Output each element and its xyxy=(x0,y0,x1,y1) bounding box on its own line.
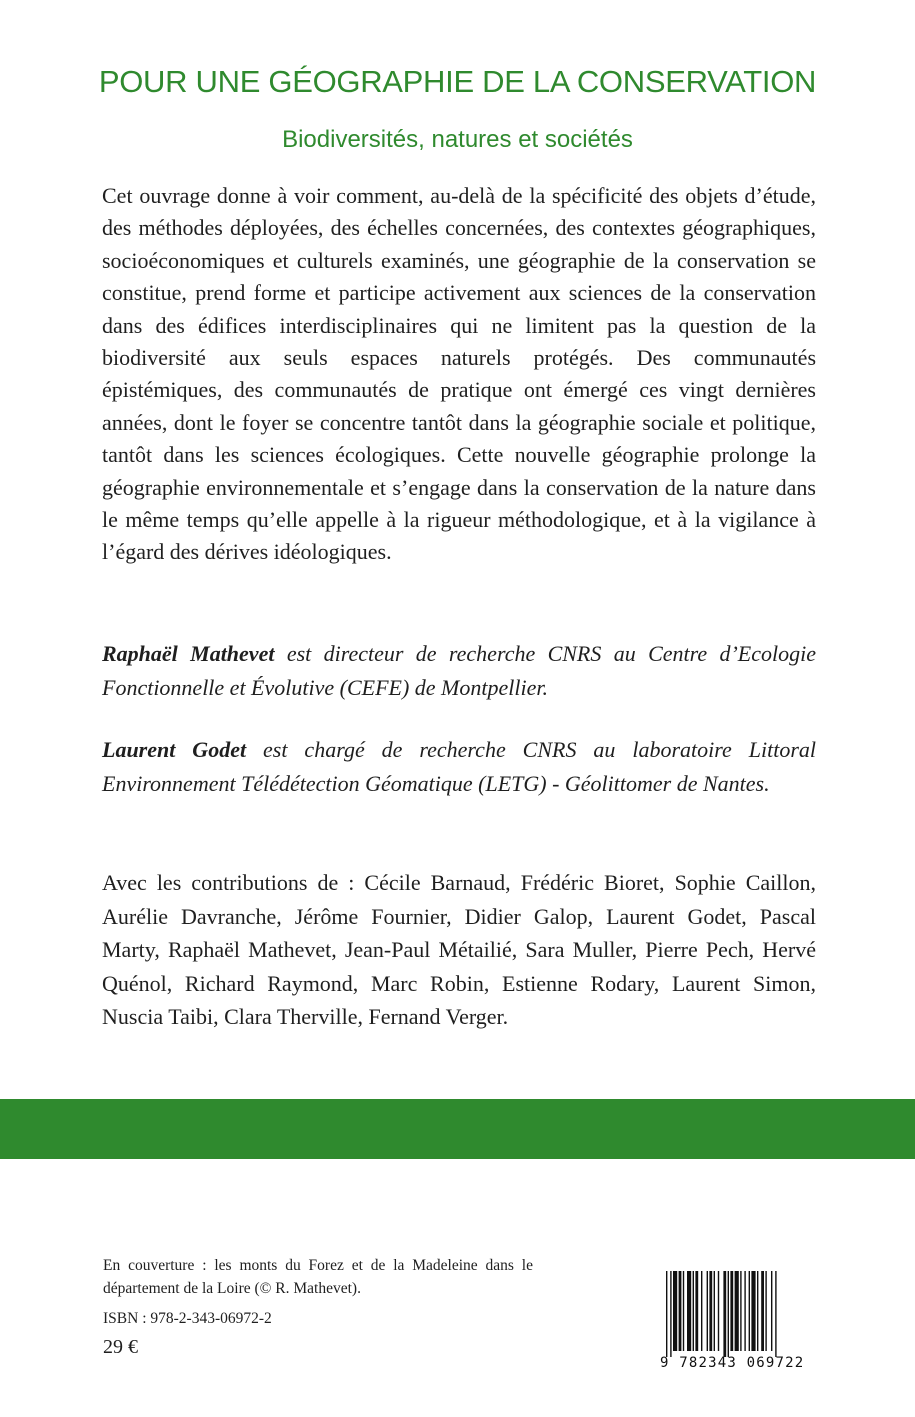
barcode-digits: 9 782343 069722 xyxy=(660,1355,805,1371)
barcode-bar xyxy=(709,1271,712,1351)
barcode-bar xyxy=(728,1271,729,1357)
book-title: POUR UNE GÉOGRAPHIE DE LA CONSERVATION xyxy=(98,64,817,99)
barcode-bar xyxy=(740,1271,741,1351)
author-bio-2 xyxy=(102,733,816,800)
barcode-bar xyxy=(707,1271,708,1351)
barcode-bar xyxy=(730,1271,733,1351)
summary-paragraph: Cet ouvrage donne à voir comment, au-delà de la spécificité des objets d’étude, des méthodes déployées, des échelles concernées, des contextes géographiques, socioéconomiques et culturels examinés, une géographie de la conservation se constitue, prend forme et participe activement aux sciences de la conservation dans des édifices interdisciplinaires qui ne limitent pas la question de la biodiversité aux seuls espaces naturels protégés. Des communautés épistémiques, des communautés de pratique ont émergé ces vingt dernières années, dont le foyer se concentre tantôt dans la géographie sociale et politique, tantôt dans les sciences écologiques. Cette nouvelle géographie prolonge la géographie environnementale et s’engage dans la conservation de la nature dans le même temps qu’elle appelle à la rigueur méthodologique, et à la vigilance à l’égard des dérives idéologiques. xyxy=(102,183,816,565)
barcode xyxy=(656,1271,816,1381)
barcode-bar xyxy=(765,1271,766,1351)
barcode-bar xyxy=(771,1271,772,1351)
barcode-bar xyxy=(744,1271,745,1351)
author-bio-1 xyxy=(102,637,816,704)
author-name: Raphaël Mathevet xyxy=(102,641,275,666)
barcode-bar xyxy=(701,1271,702,1351)
barcode-bar xyxy=(718,1271,719,1351)
barcode-bar xyxy=(749,1271,750,1351)
isbn: ISBN : 978-2-343-06972-2 xyxy=(103,1310,272,1327)
barcode-bar xyxy=(761,1271,764,1351)
barcode-bar xyxy=(693,1271,694,1351)
author-name: Laurent Godet xyxy=(102,737,247,762)
contributors-paragraph: Avec les contributions de : Cécile Barnaud, Frédéric Bioret, Sophie Caillon, Aurélie Davranche, Jérôme Fournier, Didier Galop, Laurent Godet, Pascal Marty, Raphaël Mathevet, Jean-Paul Métailié, Sara Muller, Pierre Pech, Hervé Quénol, Richard Raymond, Marc Robin, Estienne Rodary, Laurent Simon, Nuscia Taibi, Clara Therville, Fernand Verger. xyxy=(102,870,816,1029)
barcode-bar xyxy=(751,1271,755,1351)
price: 29 € xyxy=(103,1336,138,1358)
barcode-bar xyxy=(670,1271,671,1357)
barcode-bars xyxy=(656,1271,816,1357)
barcode-bar xyxy=(775,1271,776,1357)
barcode-bar xyxy=(666,1271,667,1357)
barcode-bar xyxy=(757,1271,758,1351)
barcode-bar xyxy=(735,1271,739,1351)
barcode-bar xyxy=(695,1271,698,1351)
barcode-bar xyxy=(714,1271,715,1351)
barcode-bar xyxy=(683,1271,684,1351)
barcode-bar xyxy=(723,1271,726,1357)
green-band xyxy=(0,1099,915,1159)
book-subtitle: Biodiversités, natures et sociétés xyxy=(282,126,633,153)
barcode-bar xyxy=(673,1271,677,1351)
cover-credit: En couverture : les monts du Forez et de la Madeleine dans le département de la Loire (© R. Mathevet). xyxy=(103,1257,533,1297)
barcode-bar xyxy=(679,1271,682,1351)
author-bio-text: est directeur de recherche CNRS au Centre d’Ecologie Fonctionnelle et Évolutive (CEFE) de Montpellier. xyxy=(102,641,816,700)
author-bio-text: est chargé de recherche CNRS au laboratoire Littoral Environnement Télédétection Géomatique (LETG) - Géolittomer de Nantes. xyxy=(102,737,816,796)
barcode-bar xyxy=(687,1271,691,1351)
